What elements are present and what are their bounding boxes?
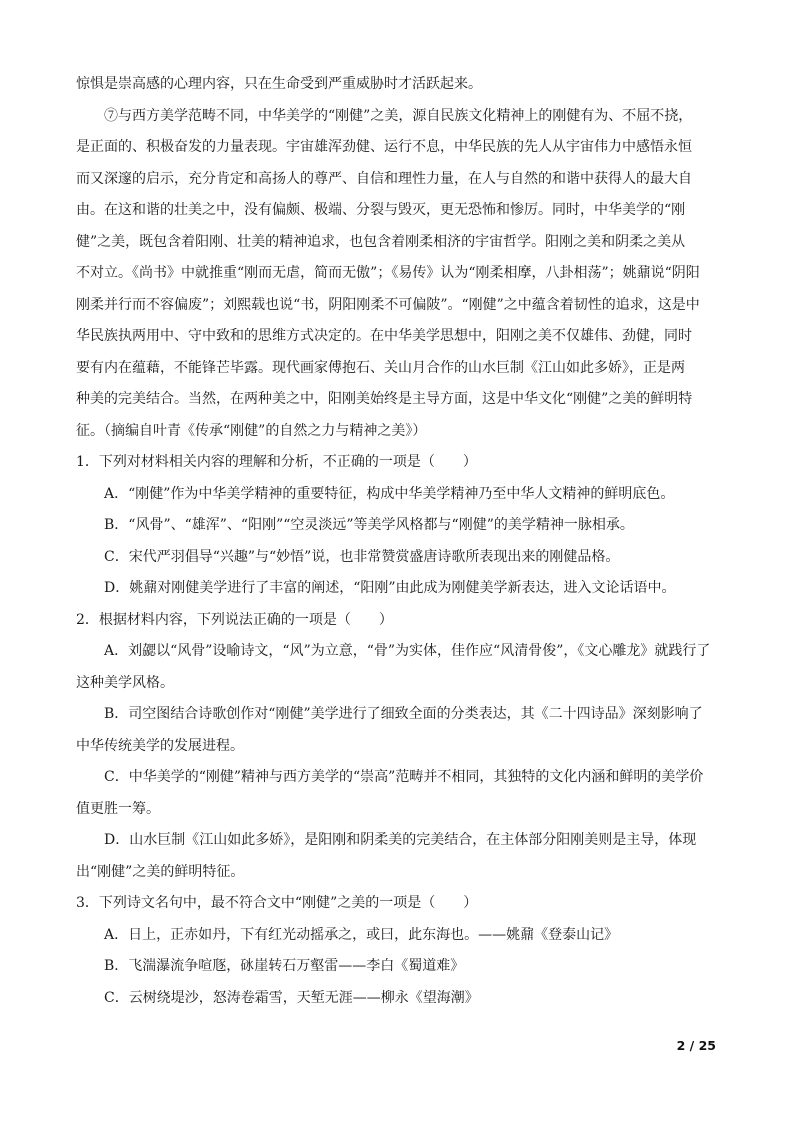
question-1-option-a: A．“刚健”作为中华美学精神的重要特征，构成中华美学精神乃至中华人文精神的鲜明底色。	[104, 485, 675, 502]
question-3-option-c: C．云树绕堤沙，怒涛卷霜雪，天堑无涯——柳永《望海潮》	[104, 989, 479, 1006]
page-number: 2 / 25	[676, 1038, 716, 1053]
question-3-stem: 3．下列诗文名句中，最不符合文中“刚健”之美的一项是（ ）	[76, 895, 478, 911]
question-3-option-b: B．飞湍瀑流争喧豗，砯崖转石万壑雷——李白《蜀道难》	[104, 958, 465, 974]
question-1-option-b: B．“风骨”、“雄浑”、“阳刚”“空灵淡远”等美学风格都与“刚健”的美学精神一脉相承。	[104, 517, 634, 533]
passage-line: 而又深邃的启示，充分肯定和高扬人的尊严、自信和理性力量，在人与自然的和谐中获得人的最大自	[76, 170, 692, 187]
question-1-option-c: C．宋代严羽倡导“兴趣”与“妙悟”说，也非常赞赏盛唐诗歌所表现出来的刚健品格。	[104, 548, 620, 565]
question-2-stem: 2．根据材料内容，下列说法正确的一项是（ ）	[76, 611, 393, 628]
source-citation: 征。（摘编自叶青《传承“刚健”的自然之力与精神之美》）	[76, 422, 427, 439]
passage-line: 由。在这和谐的壮美之中，没有偏颇、极端、分裂与毁灭，更无恐怖和惨厉。同时，中华美学的“刚	[76, 202, 686, 218]
passage-line: 惊惧是崇高感的心理内容，只在生命受到严重威胁时才活跃起来。	[76, 76, 482, 92]
passage-line: 要有内在蕴藉，不能锋芒毕露。现代画家傅抱石、关山月合作的山水巨制《江山如此多娇》，正是两	[76, 359, 685, 376]
question-2-option-a-cont: 这种美学风格。	[76, 674, 174, 691]
question-3-option-a: A．日上，正赤如丹，下有红光动摇承之，或曰，此东海也。——姚鼐《登泰山记》	[104, 926, 619, 943]
question-2-option-d-cont: 出“刚健”之美的鲜明特征。	[76, 863, 245, 880]
passage-line: 华民族执两用中、守中致和的思维方式决定的。在中华美学思想中，阳刚之美不仅雄伟、劲健，同时	[76, 328, 692, 344]
question-2-option-c-cont: 值更胜一筹。	[76, 800, 160, 817]
question-1-stem: 1．下列对材料相关内容的理解和分析，不正确的一项是（ ）	[76, 454, 477, 470]
passage-line: ⑦与西方美学范畴不同，中华美学的“刚健”之美，源自民族文化精神上的刚健有为、不屈不挠，	[104, 107, 693, 124]
question-2-option-a: A．刘勰以“风骨”设喻诗文，“风”为立意，“骨”为实体，佳作应“风清骨俊”，《文心雕龙》就践行了	[104, 643, 711, 659]
question-2-option-b: B．司空图结合诗歌创作对“刚健”美学进行了细致全面的分类表达，其《二十四诗品》深刻影响了	[104, 706, 703, 722]
passage-line: 种美的完美结合。当然，在两种美之中，阳刚美始终是主导方面，这是中华文化“刚健”之美的鲜明特	[76, 391, 693, 407]
passage-line: 是正面的、积极奋发的力量表现。宇宙雄浑劲健、运行不息，中华民族的先人从宇宙伟力中感悟永恒	[76, 139, 692, 155]
question-2-option-c: C．中华美学的“刚健”精神与西方美学的“崇高”范畴并不相同，其独特的文化内涵和鲜明的美学价	[104, 769, 704, 785]
page-content	[76, 74, 722, 1019]
passage-line: 刚柔并行而不容偏废”；刘熙载也说“书，阴阳刚柔不可偏陂”。“刚健”之中蕴含着韧性的追求，这是中	[76, 296, 700, 313]
passage-line: 健”之美，既包含着阳刚、壮美的精神追求，也包含着刚柔相济的宇宙哲学。阳刚之美和阴柔之美从	[76, 233, 686, 250]
question-2-option-d: D．山水巨制《江山如此多娇》，是阳刚和阴柔美的完美结合，在主体部分阳刚美则是主导，体现	[104, 832, 697, 848]
question-2-option-b-cont: 中华传统美学的发展进程。	[76, 737, 244, 754]
question-1-option-d: D．姚鼐对刚健美学进行了丰富的阐述，“阳刚”由此成为刚健美学新表达，进入文论话语中。	[104, 580, 676, 596]
passage-line: 不对立。《尚书》中就推重“刚而无虐，简而无傲”；《易传》认为“刚柔相摩，八卦相荡”；姚鼐说“阴阳	[76, 265, 700, 281]
